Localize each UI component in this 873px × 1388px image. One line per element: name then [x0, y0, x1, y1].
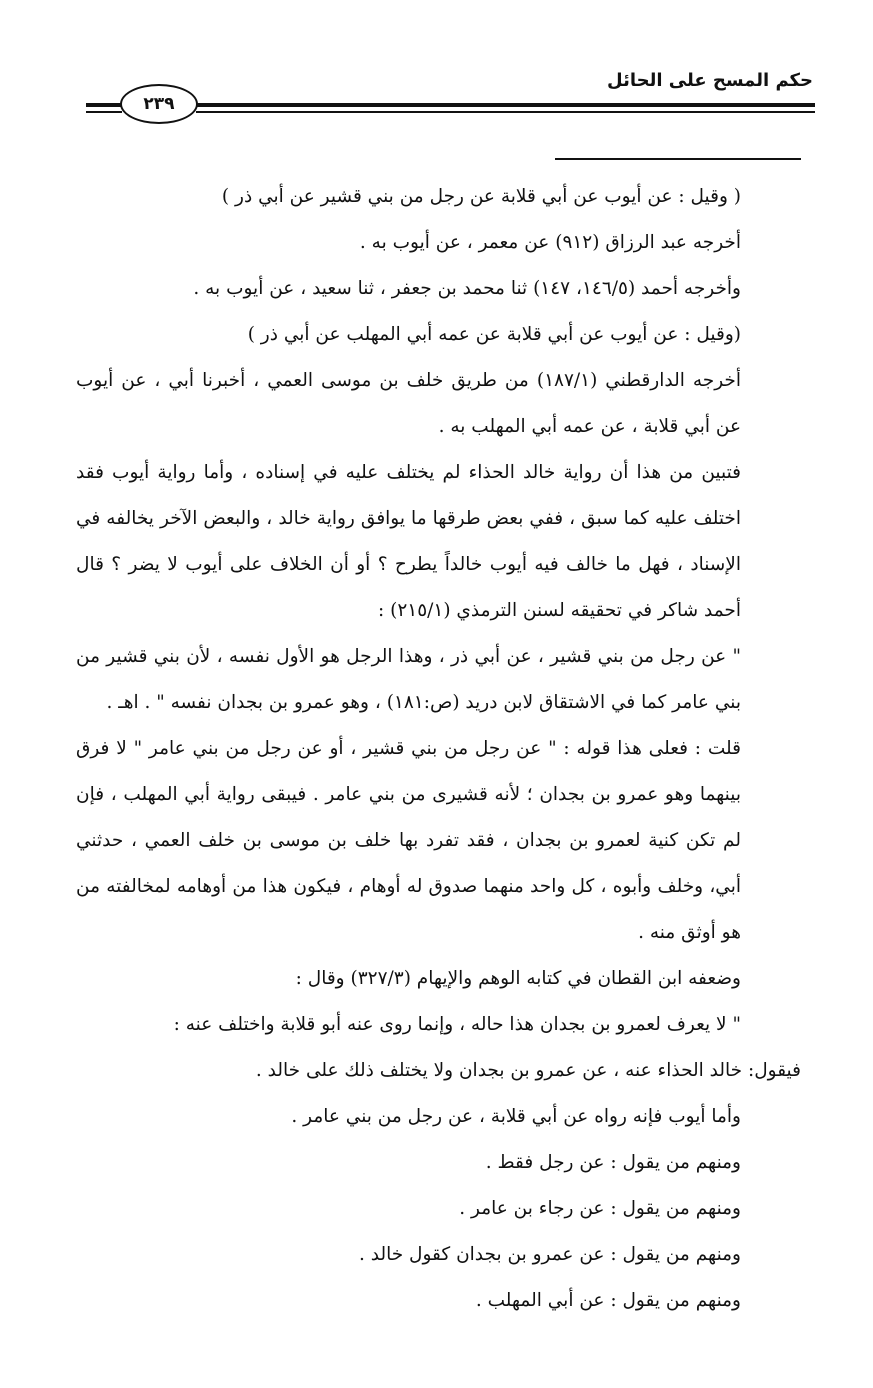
- paragraph-7: " عن رجل من بني قشير ، عن أبي ذر ، وهذا الرجل هو الأول نفسه ، لأن بني قشير من بني عامر كما في الاشتقاق لابن دريد (ص:١٨١) ، وهو عمرو بن بجدان نفسه " . اهـ .: [76, 646, 741, 713]
- page-body: [76, 174, 801, 1324]
- paragraph-1: ( وقيل : عن أيوب عن أبي قلابة عن رجل من بني قشير عن أبي ذر ): [221, 186, 741, 207]
- page-number: ٢٣٩: [120, 84, 198, 124]
- running-title: حكم المسح على الحائل: [607, 70, 813, 91]
- list-item: ومنهم من يقول : عن رجل فقط .: [485, 1152, 741, 1173]
- page-header: [0, 0, 873, 140]
- paragraph-4: (وقيل : عن أيوب عن أبي قلابة عن عمه أبي المهلب عن أبي ذر ): [247, 324, 741, 345]
- paragraph-9: وضعفه ابن القطان في كتابه الوهم والإيهام (٣٢٧/٣) وقال :: [295, 968, 741, 989]
- footnote-separator: [555, 158, 801, 160]
- list-item: ومنهم من يقول : عن عمرو بن بجدان كقول خالد .: [358, 1244, 741, 1265]
- list-item: ومنهم من يقول : عن رجاء بن عامر .: [459, 1198, 741, 1219]
- paragraph-3: وأخرجه أحمد (١٤٦/٥، ١٤٧) ثنا محمد بن جعفر ، ثنا سعيد ، عن أيوب به .: [193, 278, 741, 299]
- header-rule-thin: [196, 111, 815, 113]
- paragraph-11: فيقول: خالد الحذاء عنه ، عن عمرو بن بجدان ولا يختلف ذلك على خالد .: [255, 1060, 801, 1081]
- paragraph-8: قلت : فعلى هذا قوله : " عن رجل من بني قشير ، أو عن رجل من بني عامر " لا فرق بينهما وهو عمرو بن بجدان ؛ لأنه قشيرى من بني عامر . فيبقى رواية أبي المهلب ، فإن لم تكن كنية لعمرو بن بجدان ، فقد تفرد بها خلف بن موسى بن خلف العمي ، حدثني أبي، وخلف وأبوه ، كل واحد منهما صدوق له أوهام ، فيكون هذا من أوهامه لمخالفته من هو أوثق منه .: [76, 738, 741, 943]
- paragraph-12: وأما أيوب فإنه رواه عن أبي قلابة ، عن رجل من بني عامر .: [291, 1106, 741, 1127]
- header-rule-left-thin: [86, 111, 122, 113]
- paragraph-5: أخرجه الدارقطني (١٨٧/١) من طريق خلف بن موسى العمي ، أخبرنا أبي ، عن أيوب عن أبي قلابة ، عن عمه أبي المهلب به .: [76, 370, 742, 437]
- paragraph-10: " لا يعرف لعمرو بن بجدان هذا حاله ، وإنما روى عنه أبو قلابة واختلف عنه :: [173, 1014, 741, 1035]
- paragraph-2: أخرجه عبد الرزاق (٩١٢) عن معمر ، عن أيوب به .: [359, 232, 741, 253]
- header-rule-thick: [196, 103, 815, 107]
- paragraph-6: فتبين من هذا أن رواية خالد الحذاء لم يختلف عليه في إسناده ، وأما رواية أيوب فقد اختلف عليه كما سبق ، ففي بعض طرقها ما يوافق رواية خالد ، والبعض الآخر يخالفه في الإسناد ، فهل ما خالف فيه أيوب خالداً يطرح ؟ أو أن الخلاف على أيوب لا يضر ؟ قال أحمد شاكر في تحقيقه لسنن الترمذي (٢١٥/١) :: [76, 462, 741, 621]
- list-item: ومنهم من يقول : عن أبي المهلب .: [475, 1290, 741, 1311]
- header-rule-left-thick: [86, 103, 122, 107]
